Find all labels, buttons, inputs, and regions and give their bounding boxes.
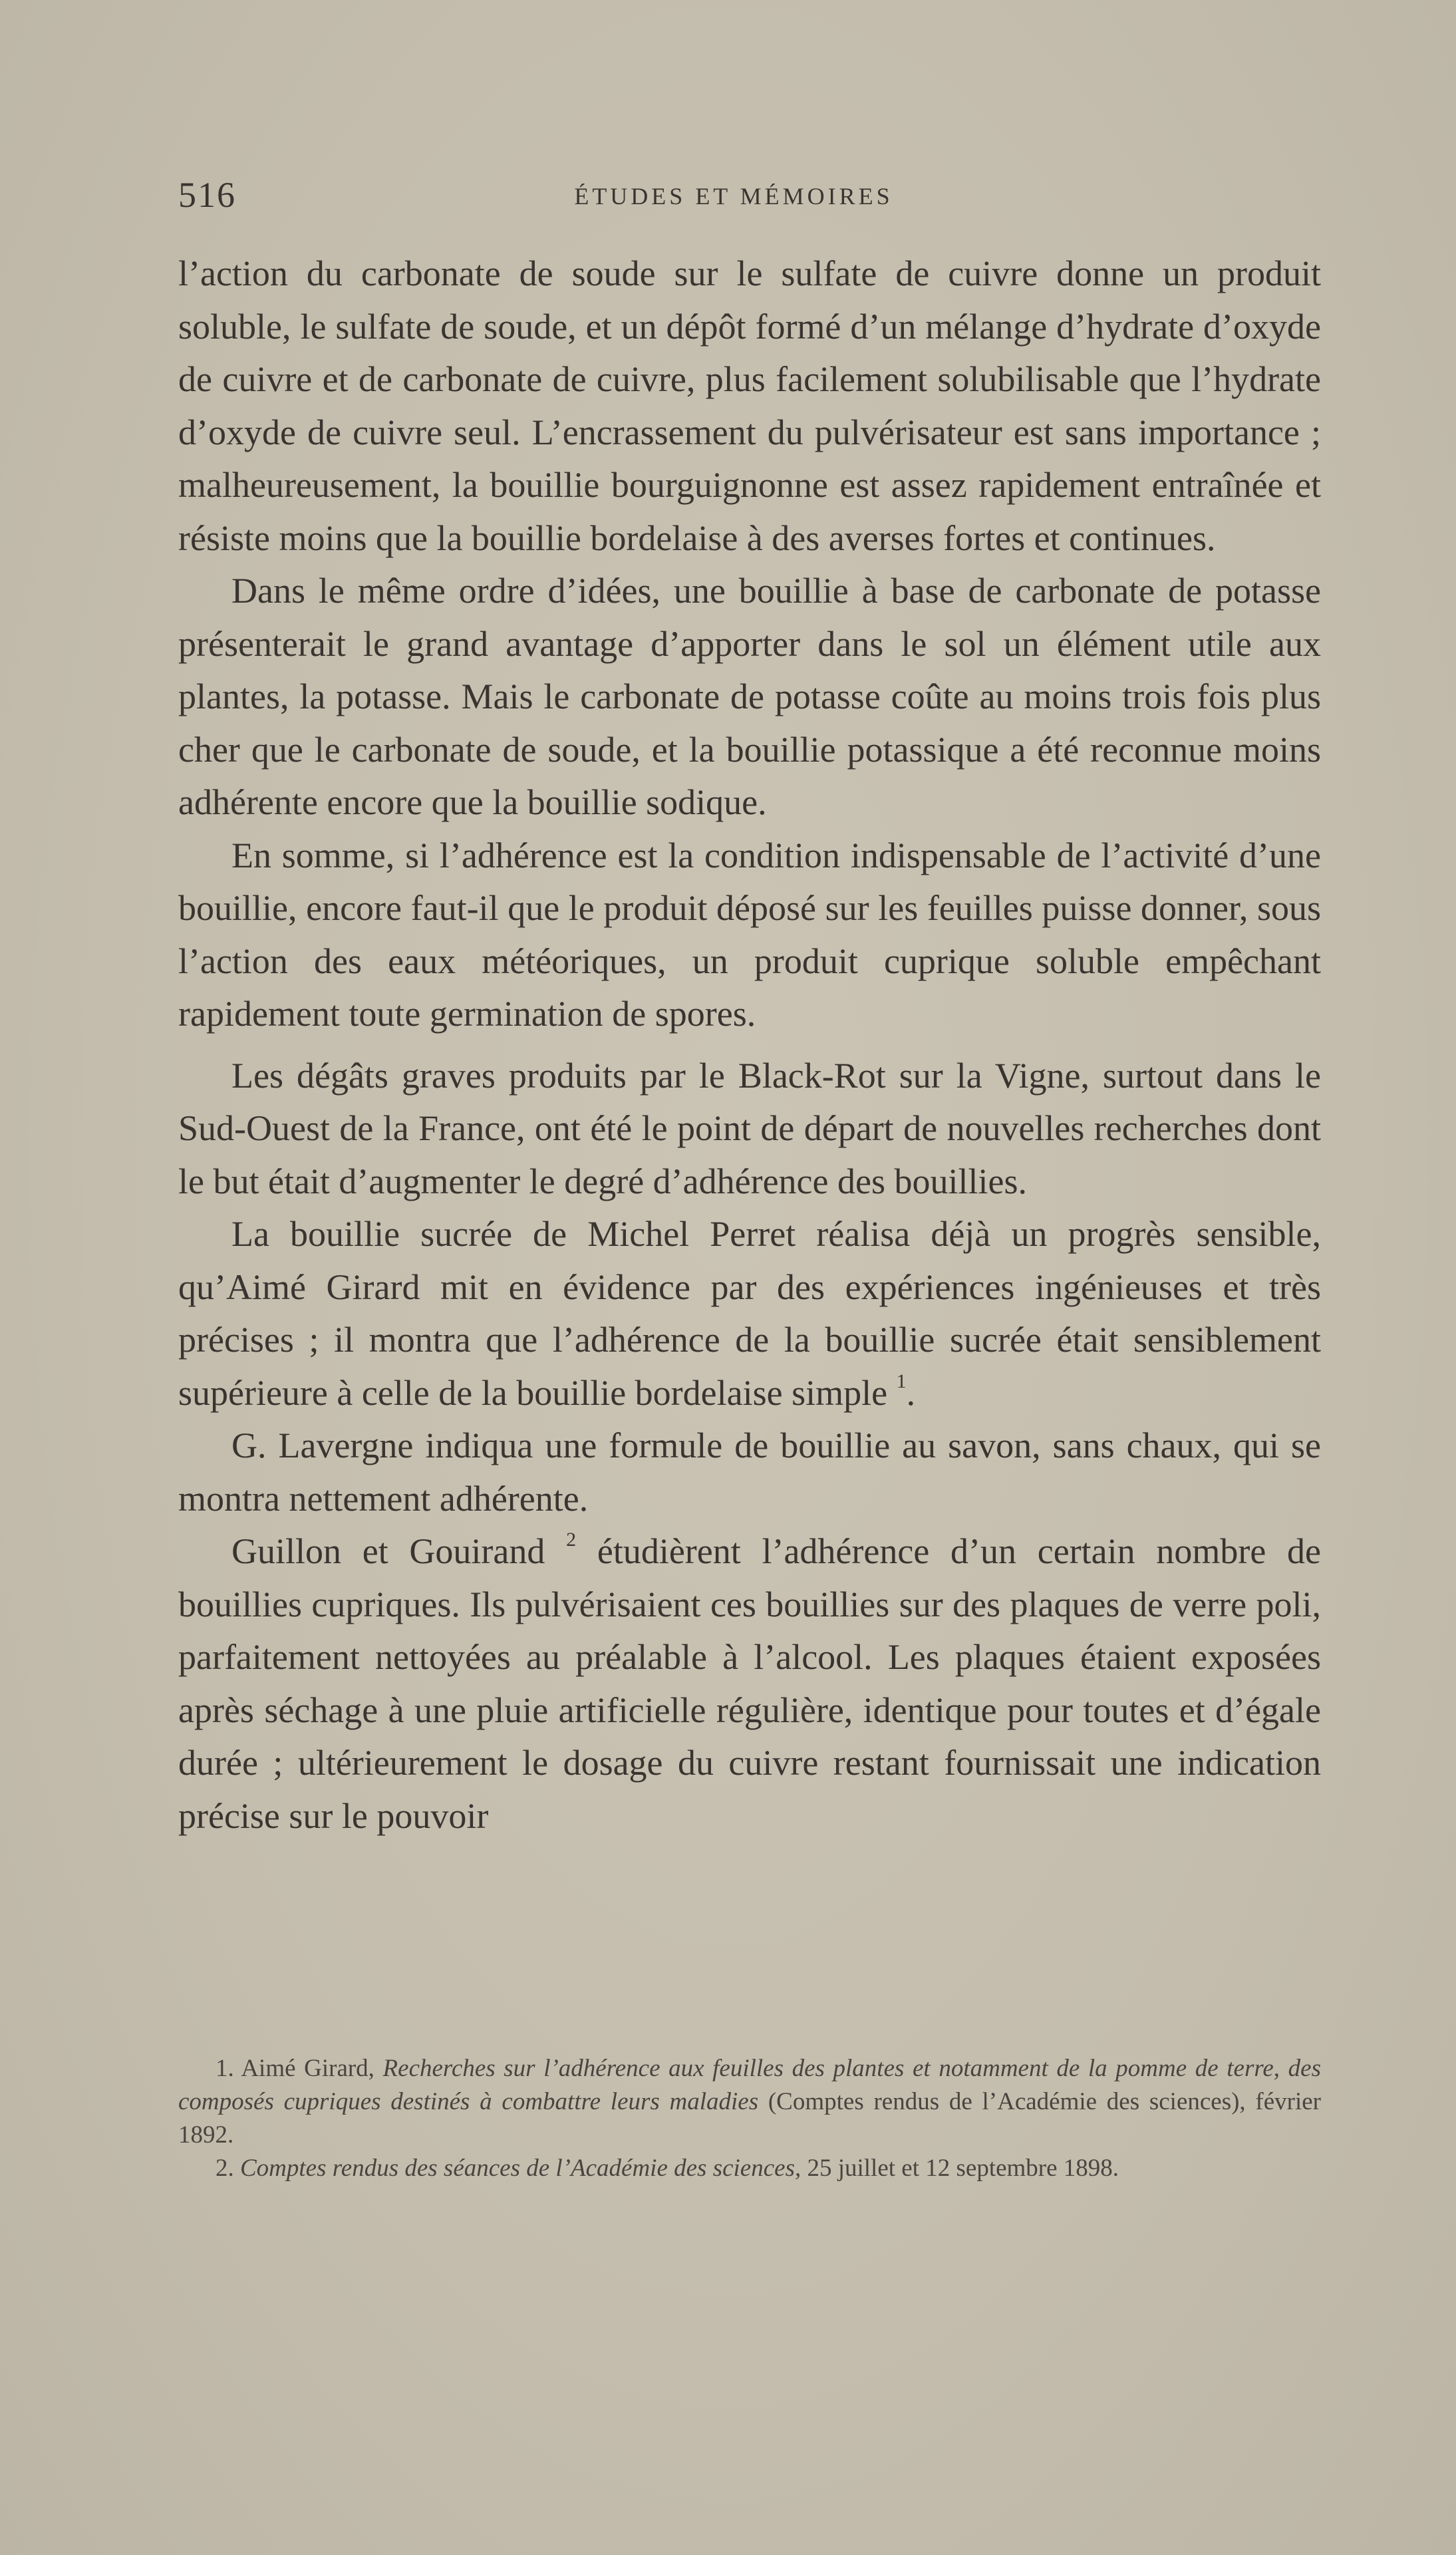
- footnote-author: Aimé Girard,: [241, 2055, 374, 2082]
- paragraph: Dans le même ordre d’idées, une bouillie à base de carbonate de potasse présenterait le grand avantage d’apporter dans le sol un élément utile aux plantes, la potasse. Mais le carbonate de potasse coûte au moins trois fois plus cher que le carbonate de soude, et la bouillie potassique a été reconnue moins adhérente encore que la bouillie sodique.: [178, 571, 1321, 822]
- footnote-rest: (Comptes rendus de l’Académie des sciences), février 1892.: [178, 2088, 1322, 2149]
- paragraph: [178, 1208, 1321, 1420]
- footnote: [178, 2152, 1321, 2185]
- running-head: [178, 174, 1316, 221]
- paragraph-text: Guillon et Gouirand: [231, 1531, 545, 1571]
- paragraph-text: étudièrent l’adhérence d’un certain nombre de bouillies cupriques. Ils pulvérisaient ces bouillies sur des plaques de verre poli, parfaitement nettoyées au préalable à l’alcool. Les plaques étaient exposées après séchage à une pluie artificielle régulière, identique pour toutes et d’égale durée ; ultérieurement le dosage du cuivre restant fournissait une indication précise sur le pouvoir: [178, 1531, 1322, 1836]
- page-number: 516: [178, 175, 236, 215]
- body-text: [178, 247, 1321, 1843]
- footnote-marker: 1.: [216, 2055, 234, 2082]
- footnote-marker: 2.: [216, 2155, 234, 2182]
- footnote-rest: 25 juillet et 12 septembre 1898.: [807, 2155, 1119, 2182]
- footnote-ref: 2: [566, 1529, 577, 1551]
- footnotes: [178, 2052, 1321, 2185]
- footnote-title: Comptes rendus des séances de l’Académie des sciences,: [240, 2155, 801, 2182]
- running-title: ÉTUDES ET MÉMOIRES: [574, 183, 893, 210]
- footnote-title: Recherches sur l’adhérence aux feuilles des plantes et notamment de la pomme de terre, des composés cupriques destinés à combattre leurs maladies: [178, 2055, 1321, 2115]
- footnote-ref: 1: [896, 1370, 907, 1392]
- paragraph: En somme, si l’adhérence est la condition indispensable de l’activité d’une bouillie, encore faut-il que le produit déposé sur les feuilles puisse donner, sous l’action des eaux météoriques, un produit cuprique soluble empêchant rapidement toute germination de spores.: [178, 835, 1321, 1034]
- paragraph: Les dégâts graves produits par le Black-Rot sur la Vigne, surtout dans le Sud-Ouest de la France, ont été le point de départ de nouvelles recherches dont le but était d’augmenter le degré d’adhérence des bouillies.: [178, 1055, 1321, 1201]
- paragraph-end: .: [906, 1372, 916, 1413]
- paragraph: G. Lavergne indiqua une formule de bouillie au savon, sans chaux, qui se montra nettement adhérente.: [178, 1426, 1321, 1519]
- paragraph: [178, 1525, 1321, 1843]
- footnote: [178, 2052, 1321, 2152]
- paragraph-text: La bouillie sucrée de Michel Perret réalisa déjà un progrès sensible, qu’Aimé Girard mit en évidence par des expériences ingénieuses et très précises ; il montra que l’adhérence de la bouillie sucrée était sensiblement supérieure à celle de la bouillie bordelaise simple: [178, 1214, 1321, 1413]
- paragraph: l’action du carbonate de soude sur le sulfate de cuivre donne un produit soluble, le sulfate de soude, et un dépôt formé d’un mélange d’hydrate d’oxyde de cuivre et de carbonate de cuivre, plus facilement solubilisable que l’hydrate d’oxyde de cuivre seul. L’encrassement du pulvérisateur est sans importance ; malheureusement, la bouillie bourguignonne est assez rapidement entraînée et résiste moins que la bouillie bordelaise à des averses fortes et continues.: [178, 253, 1321, 558]
